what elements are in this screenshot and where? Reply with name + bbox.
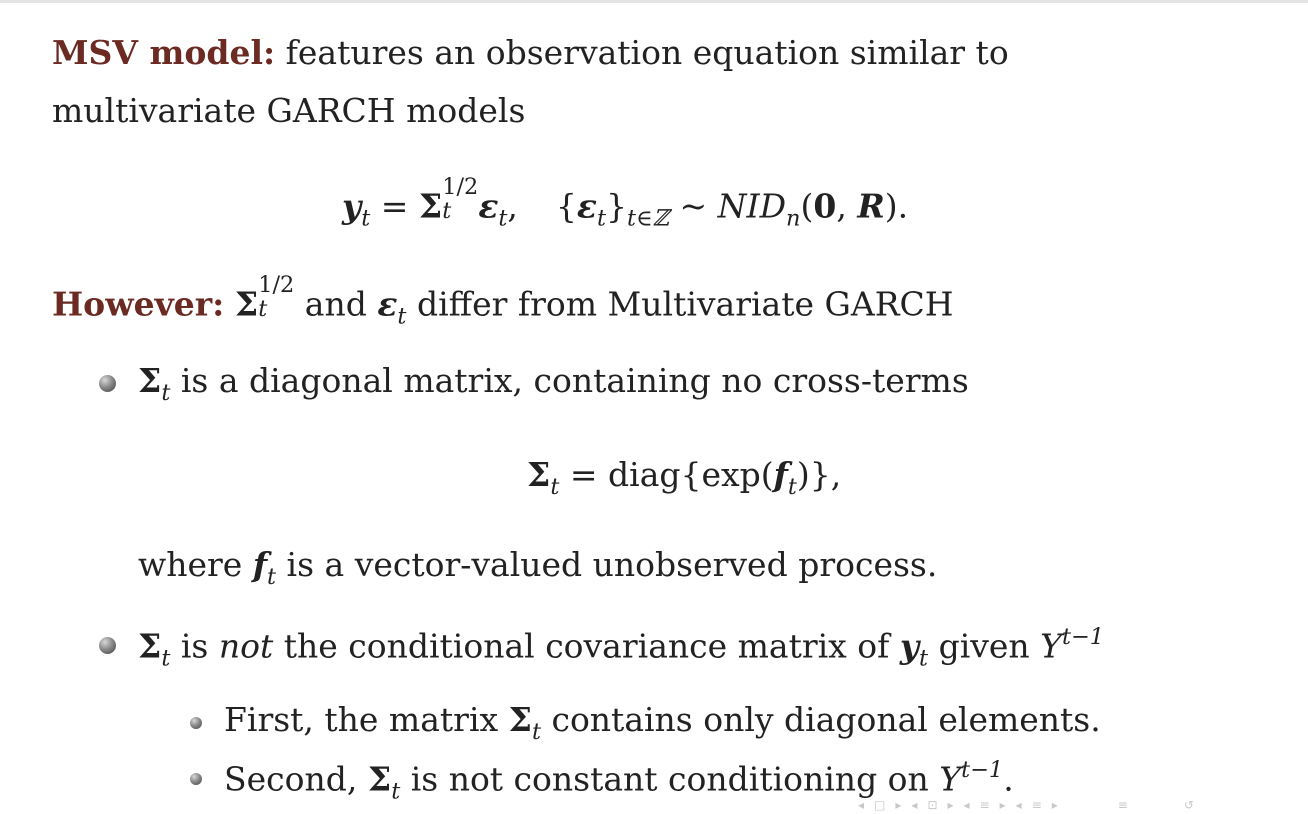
eq1-paren-close: ).: [884, 186, 909, 226]
eq2-sigma-sub: t: [550, 473, 560, 500]
intro-text-2: multivariate GARCH models: [52, 91, 526, 130]
eq1-set-eps: ε: [576, 186, 597, 226]
eq1-sigma-supsub: [442, 176, 478, 223]
eq2-equals: =: [559, 455, 609, 494]
bullet1-sigma-sub: t: [161, 379, 171, 406]
however-eps-sub: t: [397, 303, 407, 330]
beamer-nav-bar: [858, 798, 1194, 812]
however-eps: ε: [377, 284, 398, 324]
intro-line-2: [52, 91, 526, 130]
bullet2-Y: Y: [1040, 626, 1062, 666]
however-sigma-sup: 1/2: [258, 272, 295, 299]
eq2-f-sub: t: [787, 473, 797, 500]
bullet2-given: given: [928, 626, 1041, 666]
however-sigma-sub: t: [258, 295, 268, 322]
intro-line-1: [52, 33, 1009, 72]
however-sigma: Σ: [234, 284, 259, 324]
intro-text-1: features an observation equation similar to: [285, 33, 1009, 72]
subbullet2-text: Second,: [224, 759, 368, 799]
subbullet2-sigma: Σ: [367, 759, 392, 799]
eq1-set-close: }: [606, 186, 628, 226]
eq1-set-index: t∈ℤ: [627, 205, 670, 232]
subbullet1-sigma: Σ: [508, 700, 532, 739]
subbullet1-sigma-sub: t: [531, 718, 541, 745]
bullet2-y-sub: t: [919, 645, 929, 672]
subbullet1-text: First, the matrix: [224, 700, 509, 739]
subbullet-1: [224, 700, 1101, 745]
eq1-sigma-sub: t: [442, 197, 452, 224]
bullet2-y: y: [899, 626, 920, 666]
nav-slide-icon[interactable]: □: [874, 798, 886, 812]
diag-equation: [527, 455, 842, 500]
where-text: is a vector-valued unobserved process.: [276, 545, 938, 584]
bullet2-sigma: Σ: [138, 626, 162, 666]
where-word: where: [138, 545, 253, 584]
eq1-comma: ,: [507, 186, 518, 226]
bullet2-sigma-sub: t: [161, 645, 171, 672]
nav-next-slide-icon[interactable]: ▸: [895, 798, 902, 812]
bullet-2: [138, 626, 1104, 670]
nav-next-section-icon[interactable]: ▸: [1051, 798, 1058, 812]
eq1-tilde: ~: [669, 186, 718, 226]
subbullet2-Y-sup: t−1: [961, 757, 1004, 783]
eq1-set-eps-sub: t: [596, 205, 607, 232]
where-f-sub: t: [267, 563, 277, 590]
subbullet1-rest: contains only diagonal elements.: [540, 700, 1101, 739]
eq1-sigma-sup: 1/2: [442, 174, 479, 201]
where-line: [138, 545, 938, 590]
subbullet2-sigma-sub: t: [391, 778, 401, 805]
nav-prev-slide-icon[interactable]: ◂: [858, 798, 865, 812]
bullet-1-marker: [99, 375, 116, 392]
eq2-open: {exp(: [680, 455, 774, 494]
observation-equation: [342, 174, 909, 232]
subbullet2-period: .: [1003, 759, 1014, 799]
nav-prev-subsection-icon[interactable]: ◂: [963, 798, 970, 812]
nav-frame-icon[interactable]: ⊡: [927, 798, 938, 812]
top-border: [0, 0, 1308, 3]
eq1-comma-2: ,: [836, 186, 858, 226]
eq1-set-open: {: [555, 186, 577, 226]
nav-toc-icon[interactable]: ≡: [1117, 798, 1128, 812]
eq1-dist-sub: n: [786, 205, 801, 232]
msv-heading: MSV model:: [52, 33, 276, 72]
subbullet2-Y: Y: [939, 759, 962, 799]
bullet2-not: not: [218, 626, 274, 666]
nav-next-frame-icon[interactable]: ▸: [947, 798, 954, 812]
bullet2-Y-sup: t−1: [1061, 624, 1105, 650]
bullet1-sigma: Σ: [138, 361, 162, 400]
nav-back-icon[interactable]: ↺: [1183, 798, 1194, 812]
subbullet-2: [224, 759, 1014, 803]
nav-subsection-icon[interactable]: ≡: [979, 798, 990, 812]
however-and: and: [294, 284, 378, 324]
eq1-zero: 0: [813, 186, 837, 226]
however-sigma-supsub: [258, 274, 294, 321]
eq1-eps-sub: t: [498, 205, 508, 232]
eq1-paren-open: (: [800, 186, 814, 226]
however-line: [52, 272, 954, 330]
eq1-eps: ε: [478, 186, 499, 226]
eq2-close: )},: [796, 455, 842, 494]
nav-prev-section-icon[interactable]: ◂: [1015, 798, 1022, 812]
eq1-dist: NID: [717, 186, 787, 226]
where-f: f: [252, 545, 268, 584]
however-rest: differ from Multivariate GARCH: [406, 284, 954, 324]
eq2-f: f: [773, 455, 788, 494]
bullet-2-marker: [99, 637, 116, 654]
subbullet-1-marker: [190, 717, 202, 729]
bullet-1: [138, 361, 969, 406]
bullet2-is: is: [170, 626, 219, 666]
bullet1-text: is a diagonal matrix, containing no cross-terms: [170, 361, 969, 400]
nav-section-icon[interactable]: ≡: [1031, 798, 1042, 812]
eq2-diag: diag: [608, 455, 681, 494]
eq1-y-sub: t: [361, 205, 371, 232]
eq1-equals: =: [370, 186, 419, 226]
however-heading: However:: [52, 284, 225, 324]
bullet2-text: the conditional covariance matrix of: [273, 626, 900, 666]
nav-prev-frame-icon[interactable]: ◂: [911, 798, 918, 812]
eq1-R: R: [857, 186, 885, 226]
subbullet-2-marker: [190, 773, 202, 785]
subbullet2-rest: is not constant conditioning on: [400, 759, 940, 799]
eq1-sigma: Σ: [418, 186, 443, 226]
nav-next-subsection-icon[interactable]: ▸: [999, 798, 1006, 812]
eq1-y: y: [342, 186, 362, 226]
eq2-sigma: Σ: [527, 455, 551, 494]
